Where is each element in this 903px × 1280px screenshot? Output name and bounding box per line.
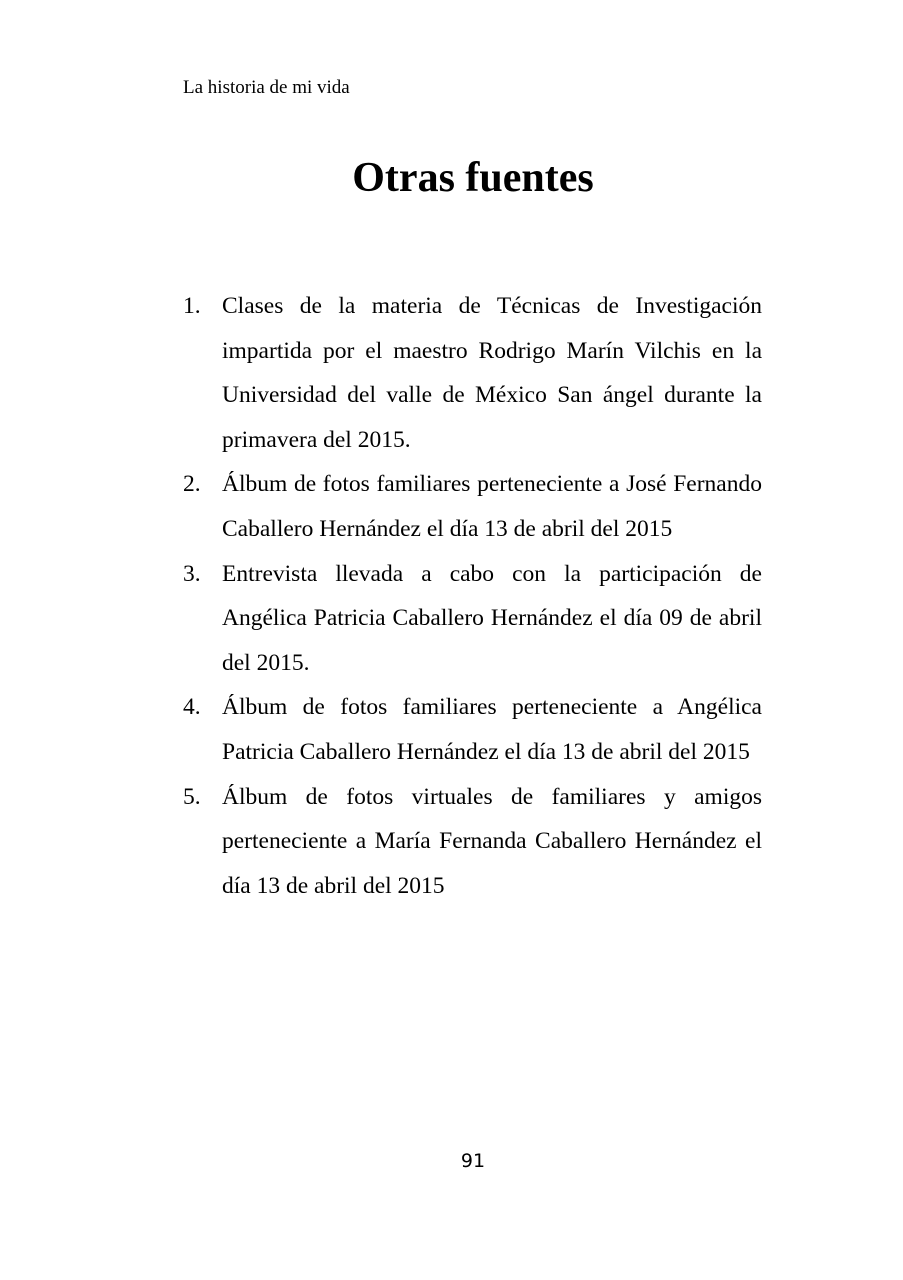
source-item bbox=[183, 775, 762, 909]
source-text: Álbum de fotos familiares perteneciente a Angélica Patricia Caballero Hernández el día 13 de abril del 2015 bbox=[222, 694, 762, 765]
source-text: Entrevista llevada a cabo con la participación de Angélica Patricia Caballero Hernández el día 09 de abril del 2015. bbox=[222, 560, 762, 676]
source-item bbox=[183, 685, 762, 774]
source-number: 4. bbox=[183, 694, 201, 721]
page-number: 91 bbox=[460, 1150, 486, 1172]
source-item bbox=[183, 462, 762, 551]
running-header: La historia de mi vida bbox=[183, 77, 350, 98]
sources-list bbox=[183, 284, 762, 908]
source-number: 5. bbox=[183, 783, 201, 810]
source-text: Álbum de fotos familiares perteneciente a José Fernando Caballero Hernández el día 13 de abril del 2015 bbox=[222, 471, 762, 542]
source-text: Álbum de fotos virtuales de familiares y amigos perteneciente a María Fernanda Caballero Hernández el día 13 de abril del 2015 bbox=[222, 783, 762, 899]
source-text: Clases de la materia de Técnicas de Investigación impartida por el maestro Rodrigo Marín Vilchis en la Universidad del valle de México San ángel durante la primavera del 2015. bbox=[222, 293, 762, 453]
source-number: 1. bbox=[183, 293, 201, 319]
source-number: 2. bbox=[183, 471, 201, 498]
page-title: Otras fuentes bbox=[352, 155, 594, 201]
source-item bbox=[183, 284, 762, 462]
source-number: 3. bbox=[183, 560, 201, 587]
source-item bbox=[183, 552, 762, 686]
